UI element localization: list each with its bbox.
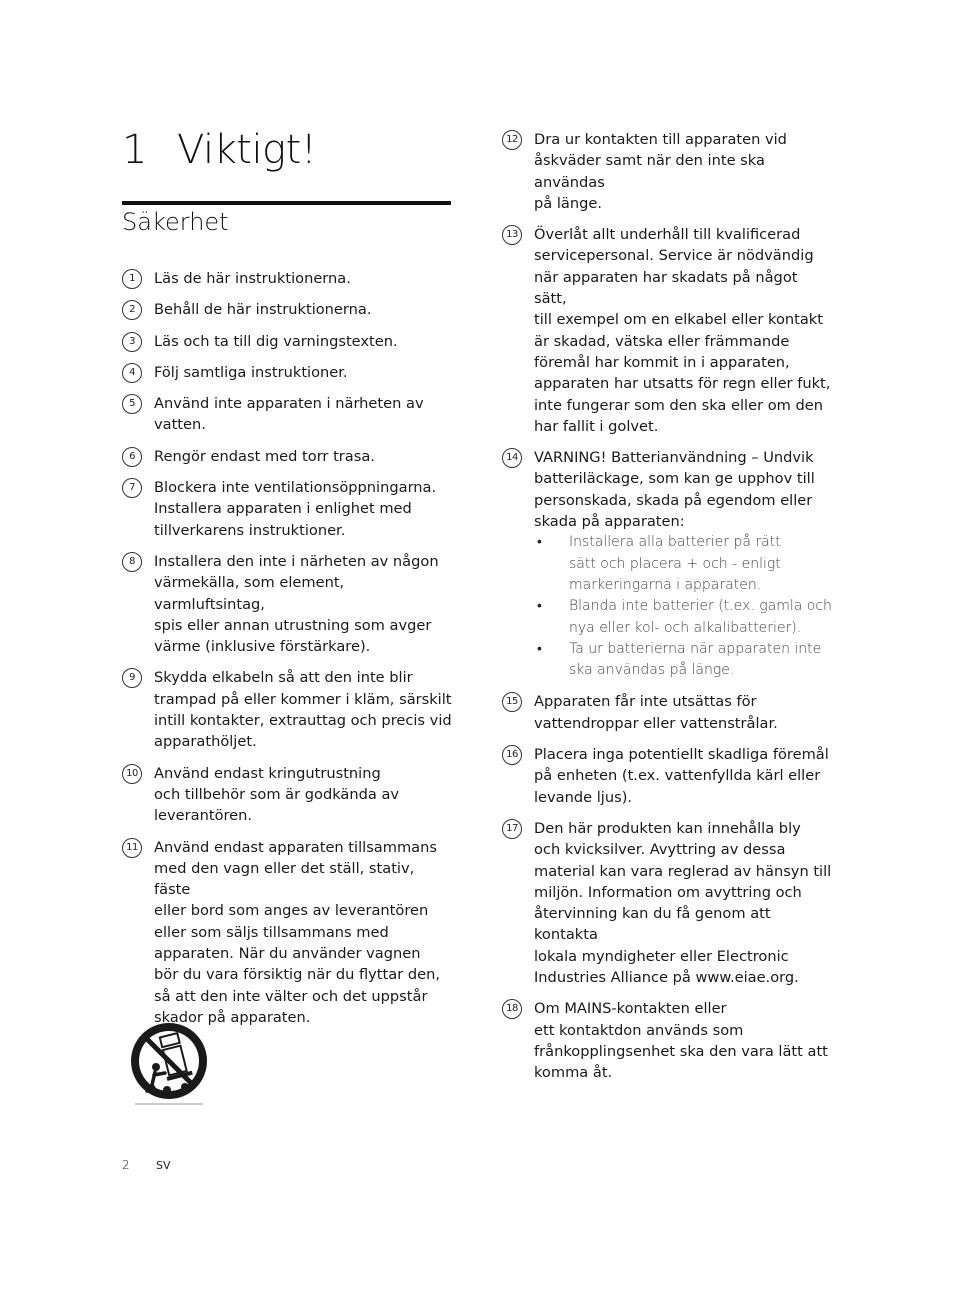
- item-text: Den här produkten kan innehålla bly och kvicksilver. Avyttring av dessa material kan vara reglerad av hänsyn till miljön. Information om avyttring och återvinning kan du få genom att kontakta lokala myndigheter eller Electronic Industries Alliance på www.eiae.org.: [534, 819, 832, 986]
- item-text: Använd endast apparaten tillsammans med den vagn eller det ställ, stativ, fäste eller bord som anges av leverantören eller som säljs tillsammans med apparaten. När du använder vagnen bör du vara försiktig när du flyttar den, så att den inte välter och det uppstår skador på apparaten.: [154, 838, 440, 1026]
- item-number: 7: [122, 478, 142, 498]
- section-title: Säkerhet: [122, 208, 229, 236]
- bullet-text: Installera alla batterier på rätt sätt och placera + och - enligt markeringarna i apparaten.: [569, 534, 781, 593]
- list-item: [122, 393, 462, 436]
- list-item: [122, 837, 462, 1029]
- item-number: 1: [122, 269, 142, 289]
- item-text: Använd endast kringutrustning och tillbehör som är godkända av leverantören.: [154, 764, 400, 825]
- bullet-item: [534, 596, 832, 639]
- list-item: [502, 998, 842, 1083]
- list-item: [502, 744, 842, 808]
- item-number: 14: [502, 448, 522, 468]
- item-number: 2: [122, 300, 142, 320]
- list-item: [122, 268, 462, 289]
- item-text: Behåll de här instruktionerna.: [154, 301, 372, 319]
- cart-tip-over-warning-icon: [125, 1017, 215, 1109]
- bullet-symbol: •: [537, 640, 542, 657]
- item-text: Skydda elkabeln så att den inte blir trampad på eller kommer i kläm, särskilt intill kontakter, extrauttag och precis vid apparathöljet.: [154, 669, 452, 751]
- item-text: Följ samtliga instruktioner.: [154, 363, 348, 381]
- list-item: [122, 551, 462, 657]
- list-item: [122, 763, 462, 827]
- item-number: 11: [122, 838, 142, 858]
- item-number: 13: [502, 225, 522, 245]
- right-column: [502, 129, 842, 1093]
- list-item: [502, 129, 842, 214]
- item-number: 9: [122, 668, 142, 688]
- list-item: [502, 691, 842, 734]
- item-number: 8: [122, 552, 142, 572]
- bullet-item: [534, 639, 832, 682]
- item-number: 17: [502, 819, 522, 839]
- bullet-text: Ta ur batterierna när apparaten inte ska användas på länge.: [569, 640, 822, 679]
- item-number: 3: [122, 332, 142, 352]
- item-number: 6: [122, 447, 142, 467]
- battery-bullet-list: [534, 532, 832, 681]
- page-number: 2: [122, 1158, 130, 1172]
- list-item: [502, 447, 842, 532]
- item-number: 4: [122, 363, 142, 383]
- item-number: 16: [502, 745, 522, 765]
- item-number: 12: [502, 130, 522, 150]
- list-item: [502, 224, 842, 437]
- page-title: [122, 122, 316, 178]
- item-text: Läs och ta till dig varningstexten.: [154, 332, 398, 350]
- item-text: Dra ur kontakten till apparaten vid åskväder samt när den inte ska användas på länge.: [534, 131, 787, 212]
- left-column: [122, 268, 462, 1038]
- list-item: [122, 446, 462, 467]
- item-text: Läs de här instruktionerna.: [154, 270, 351, 287]
- item-text: VARNING! Batterianvändning – Undvik batteriläckage, som kan ge upphov till personskada, skada på egendom eller skada på apparaten:: [534, 449, 815, 531]
- list-item: [122, 362, 462, 383]
- bullet-symbol: •: [537, 598, 542, 615]
- item-number: 18: [502, 999, 522, 1019]
- item-text: Installera den inte i närheten av någon värmekälla, som element, varmluftsintag, spis eller annan utrustning som avger värme (inklusive förstärkare).: [154, 552, 439, 656]
- bullet-symbol: •: [537, 534, 542, 551]
- list-item: [122, 667, 462, 752]
- list-item: [122, 299, 462, 320]
- chapter-title: Viktigt!: [177, 127, 317, 173]
- bullet-item: [534, 532, 832, 596]
- item-number: 10: [122, 764, 142, 784]
- language-code: SV: [156, 1159, 171, 1172]
- list-item: [122, 477, 462, 541]
- list-item: [122, 331, 462, 352]
- page-footer: [122, 1158, 171, 1172]
- item-text: Apparaten får inte utsättas för vattendroppar eller vattenstrålar.: [534, 693, 778, 732]
- item-text: Överlåt allt underhåll till kvalificerad servicepersonal. Service är nödvändig när apparaten har skadats på något sätt, till exempel om en elkabel eller kontakt är skadad, vätska eller främmande föremål har kommit in i apparaten, apparaten har utsatts för regn eller fukt, inte fungerar som den ska eller om den har fallit i golvet.: [534, 226, 831, 435]
- item-text: Rengör endast med torr trasa.: [154, 447, 375, 465]
- item-number: 15: [502, 692, 522, 712]
- list-item: [502, 818, 842, 988]
- chapter-number: 1: [122, 127, 147, 173]
- item-text: Om MAINS-kontakten eller ett kontaktdon används som frånkopplingsenhet ska den vara lätt att komma åt.: [534, 1000, 828, 1082]
- item-text: Blockera inte ventilationsöppningarna. Installera apparaten i enlighet med tillverkarens instruktioner.: [154, 479, 437, 539]
- item-text: Placera inga potentiellt skadliga föremål på enheten (t.ex. vattenfyllda kärl eller levande ljus).: [534, 746, 829, 806]
- bullet-text: Blanda inte batterier (t.ex. gamla och nya eller kol- och alkalibatterier).: [569, 598, 832, 636]
- item-number: 5: [122, 394, 142, 414]
- item-text: Använd inte apparaten i närheten av vatten.: [154, 395, 424, 434]
